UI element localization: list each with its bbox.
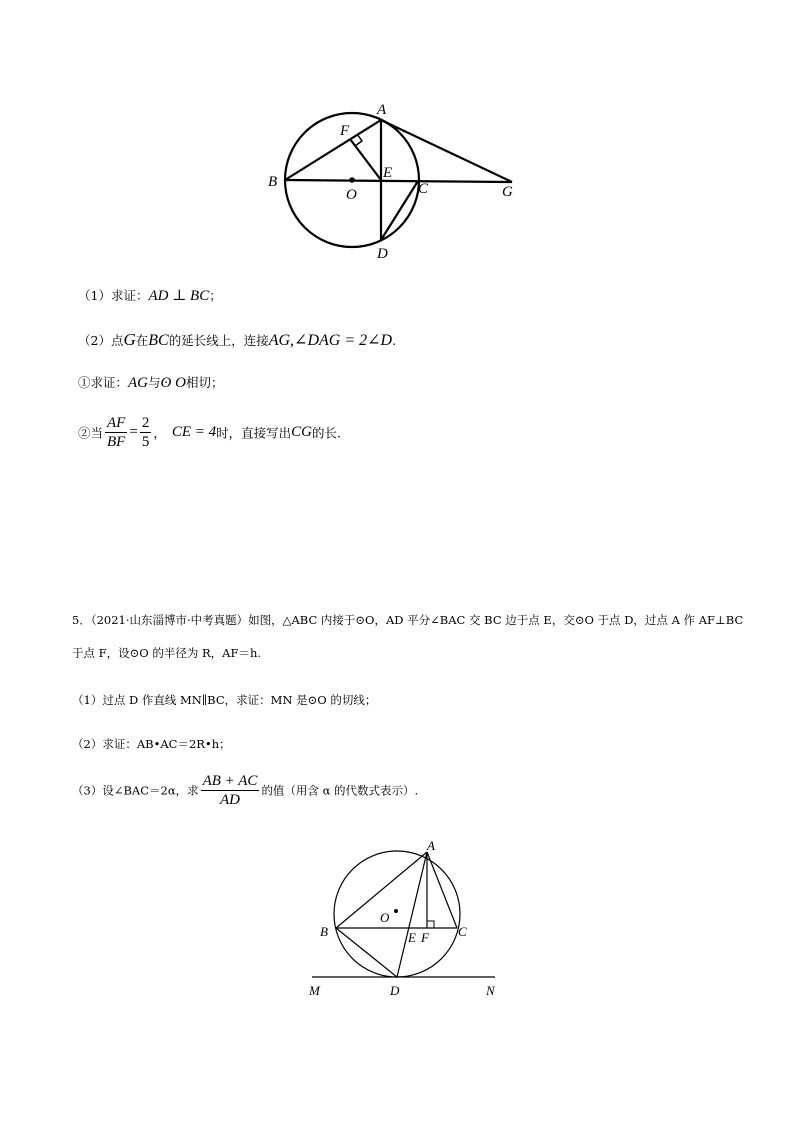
- fraction-five-denominator: 5: [141, 434, 150, 450]
- q4-sub-2: [78, 414, 341, 451]
- q4-sub-1-mid: 与: [148, 375, 161, 390]
- fraction-bf-denominator: BF: [107, 434, 126, 450]
- q4-part-1-prefix: （1）求证：: [78, 288, 149, 303]
- label-a-2: A: [427, 838, 435, 853]
- q4-part-2-bc: BC: [148, 332, 169, 349]
- q5-part-1: （1）过点 D 作直线 MN∥BC，求证：MN 是⊙O 的切线；: [72, 693, 377, 707]
- q4-sub-1-ag: AG: [128, 375, 149, 391]
- q5-part-2: （2）求证：AB•AC＝2R•h；: [72, 737, 231, 751]
- q5-stem-line-1: 5．（2021·山东淄博市·中考真题）如图，△ABC 内接于⊙O，AD 平分∠BAC 交 BC 边于点 E，交⊙O 于点 D，过点 A 作 AF⊥BC: [72, 613, 744, 627]
- label-g: G: [502, 184, 513, 200]
- label-m-2: M: [309, 983, 320, 998]
- q4-part-1: [78, 286, 222, 305]
- figure-2-geometry: [300, 835, 505, 1000]
- label-n-2: N: [486, 983, 495, 998]
- q5-part-3: [72, 772, 418, 809]
- q4-sub-2-ce: CE = 4: [171, 424, 217, 440]
- q4-sub-2-comma: ，: [153, 425, 166, 441]
- q4-part-2-mid2: 的延长线上，连接: [168, 333, 269, 348]
- label-d-2: D: [390, 983, 400, 998]
- label-b-2: B: [320, 924, 328, 939]
- fraction-two-numerator: 2: [141, 415, 150, 431]
- label-d: D: [377, 246, 388, 262]
- label-c: C: [418, 181, 429, 197]
- fraction-af-bf: [105, 414, 127, 451]
- q4-sub-1: [78, 373, 223, 392]
- right-angle-mark-f-2: [427, 921, 434, 928]
- q4-part-2-prefix: （2）点: [78, 333, 124, 348]
- q4-sub-2-mid: 时，直接写出: [216, 425, 292, 441]
- q4-sub-1-circle: ʘ O: [160, 375, 186, 391]
- q5-part-3-prefix: （3）设∠BAC＝2α，求: [72, 783, 199, 798]
- segment-ag: [381, 120, 512, 182]
- segment-bc-extended: [285, 180, 512, 182]
- label-e: E: [383, 165, 393, 181]
- center-point-o-2: [394, 909, 398, 913]
- center-point-o: [349, 177, 355, 183]
- fraction-ad-denominator: AD: [201, 790, 260, 809]
- label-e-2: E: [408, 930, 416, 945]
- q4-sub-2-suffix: 的长.: [311, 425, 341, 441]
- q4-sub-2-equals: =: [129, 424, 138, 440]
- q4-part-2-suffix: .: [392, 333, 397, 348]
- label-b: B: [268, 174, 278, 190]
- label-o: O: [346, 187, 357, 203]
- q5-stem-line-2: 于点 F，设⊙O 的半径为 R，AF＝h.: [72, 646, 262, 660]
- q5-part-3-suffix: 的值（用含 α 的代数式表示）.: [261, 783, 419, 798]
- q4-part-2-math: AG,∠DAG = 2∠D: [268, 332, 393, 349]
- label-c-2: C: [458, 924, 467, 939]
- fraction-ab-plus-ac-over-ad: [201, 772, 260, 809]
- q4-sub-1-prefix: ①求证：: [78, 375, 129, 390]
- fraction-two-fifths: [140, 414, 152, 451]
- label-f-2: F: [421, 930, 429, 945]
- q4-part-2-mid1: 在: [135, 333, 149, 348]
- q4-part-1-math: AD ⊥ BC: [148, 288, 210, 304]
- q4-sub-2-cg: CG: [291, 424, 312, 440]
- label-a: A: [377, 102, 387, 118]
- figure-1-geometry: [250, 95, 540, 270]
- fraction-ab-plus-ac-numerator: AB + AC: [202, 773, 258, 789]
- segment-ba: [285, 120, 381, 180]
- q4-sub-1-suffix: 相切；: [185, 375, 224, 390]
- q4-part-1-suffix: ；: [209, 288, 222, 303]
- q4-part-2-g: G: [123, 330, 136, 349]
- q4-part-2: [78, 330, 396, 350]
- label-f: F: [340, 123, 350, 139]
- label-o-2: O: [380, 910, 390, 925]
- segment-ac-2: [427, 852, 457, 928]
- q4-sub-2-prefix: ②当: [78, 425, 104, 441]
- segment-ad-2: [397, 852, 427, 977]
- fraction-af-numerator: AF: [107, 415, 126, 431]
- segment-fe: [350, 139, 381, 180]
